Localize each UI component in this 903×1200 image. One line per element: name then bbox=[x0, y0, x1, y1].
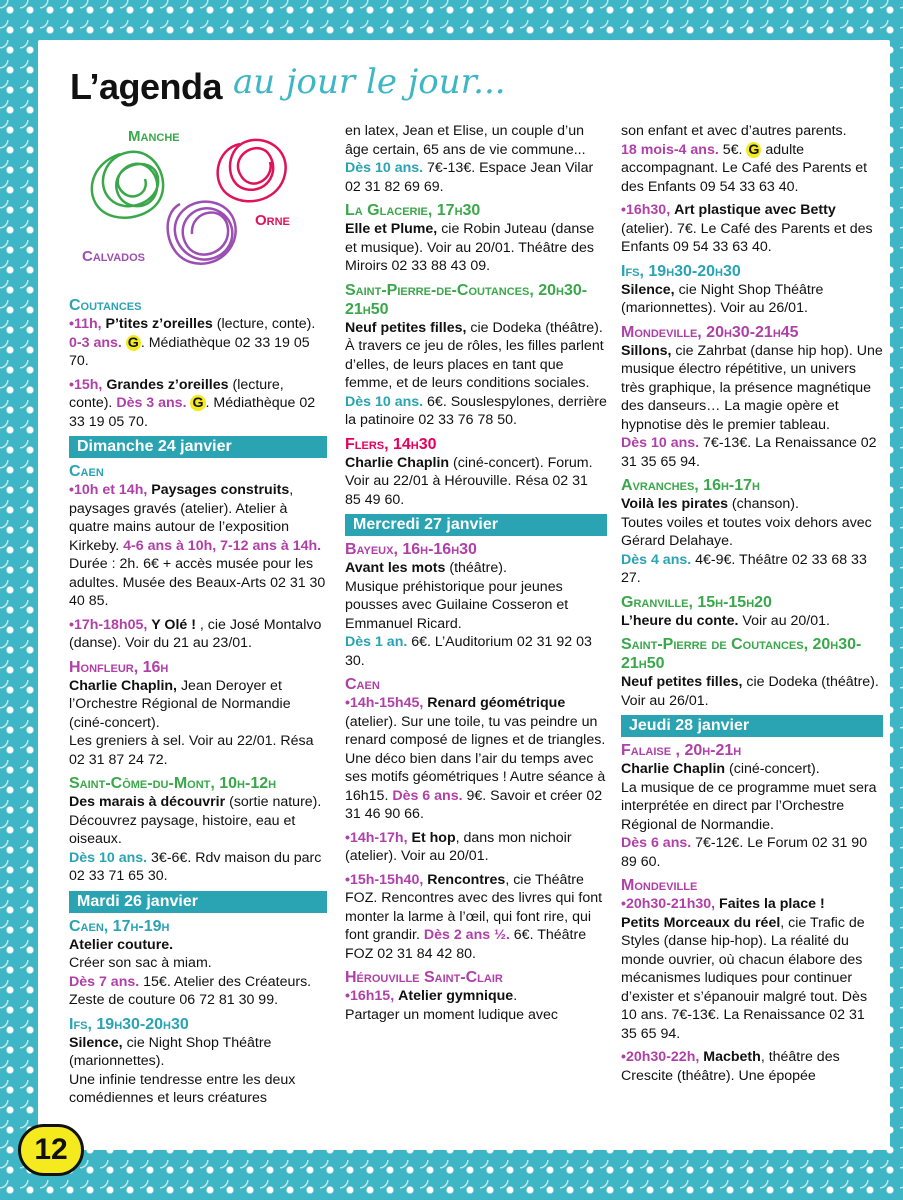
location-heading: Hérouville Saint-Clair bbox=[345, 969, 503, 986]
event-entry: •11h, P’tites z’oreilles (lecture, conte). 0-3 ans. G . Médiathèque 02 33 19 05 70. bbox=[69, 316, 316, 369]
location-heading: Bayeux, 16h-16h30 bbox=[345, 541, 477, 558]
event-entry: •16h15, Atelier gymnique. Partager un moment ludique avec bbox=[345, 988, 558, 1023]
map-label-calvados: Calvados bbox=[82, 248, 145, 265]
page-number: 12 bbox=[18, 1124, 84, 1176]
location-heading: Flers, 14h30 bbox=[345, 435, 437, 453]
location-heading: La Glacerie, 17h30 bbox=[345, 202, 481, 219]
location-heading: Saint-Pierre-de-Coutances, 20h30-21h50 bbox=[345, 281, 588, 318]
location-heading: Caen bbox=[345, 676, 380, 693]
location-heading: Saint-Pierre de Coutances, 20h30-21h50 bbox=[621, 636, 862, 672]
event-entry: Avant les mots (théâtre). Musique préhistorique pour jeunes pousses avec Guilaine Cosseron et Emmanuel Ricard. Dès 1 an. 6€. L’Auditorium 02 31 92 03 30. bbox=[345, 560, 592, 669]
event-entry: en latex, Jean et Elise, un couple d’un âge certain, 65 ans de vie commune... Dès 10 ans. 7€-13€. Espace Jean Vilar 02 31 82 69 69. bbox=[345, 123, 594, 195]
location-heading: Avranches, 16h-17h bbox=[621, 477, 760, 494]
event-entry: son enfant et avec d’autres parents. 18 mois-4 ans. 5€. G adulte accompagnant. Le Café des Parents et des Enfants 09 54 33 63 40. bbox=[621, 123, 868, 195]
event-entry: Voilà les pirates (chanson). Toutes voiles et toutes voix dehors avec Gérard Delahaye. Dès 4 ans. 4€-9€. Théâtre 02 33 68 33 27. bbox=[621, 496, 872, 586]
map-label-orne: Orne bbox=[255, 212, 290, 229]
event-entry: Neuf petites filles, cie Dodeka (théâtre). Voir au 26/01. bbox=[621, 674, 879, 709]
agenda-column-3 bbox=[621, 122, 883, 1090]
free-badge: G bbox=[192, 395, 204, 411]
event-entry: •15h-15h40, Rencontres, cie Théâtre FOZ. Rencontres avec des livres qui font monter la larme à l’œil, qui font rire, qui font grandir. Dès 2 ans ½. 6€. Théâtre FOZ 02 31 84 42 80. bbox=[345, 871, 603, 962]
event-entry: Neuf petites filles, cie Dodeka (théâtre). À travers ce jeu de rôles, les filles parlent d’elles, de leurs places en tant que femme, et de leurs conditions sociales. Dès 10 ans. 6€. Souslespylones, derrière la patinoire 02 33 76 78 50. bbox=[345, 319, 607, 428]
event-entry: •16h30, Art plastique avec Betty (atelier). 7€. Le Café des Parents et des Enfants 09 54 33 63 40. bbox=[621, 202, 873, 255]
event-entry: Charlie Chaplin (ciné-concert). Forum. Voir au 22/01 à Hérouville. Résa 02 31 85 49 60. bbox=[345, 454, 593, 508]
event-entry: L’heure du conte. Voir au 20/01. bbox=[621, 612, 830, 629]
event-entry: •14h-17h, Et hop, dans mon nichoir (atelier). Voir au 20/01. bbox=[345, 829, 572, 864]
location-heading: Coutances bbox=[69, 297, 142, 314]
event-entry: •20h30-21h30, Faites la place ! Petits Morceaux du réel, cie Trafic de Styles (danse hip-hop). La réalité du monde ouvrier, où chacun élabore des mécanismes ludiques pour continuer d’exister et s’épanouir malgré tout. Dès 10 ans. 7€-13€. La Renaissance 02 31 35 65 94. bbox=[621, 896, 868, 1042]
day-header: Mardi 26 janvier bbox=[69, 891, 327, 913]
orne-scribble bbox=[218, 140, 286, 201]
event-entry: Silence, cie Night Shop Théâtre (marionnettes). Une infinie tendresse entre les deux comédiennes et leurs créatures bbox=[69, 1034, 296, 1106]
page-title: L’agenda bbox=[70, 66, 223, 107]
location-heading: Ifs, 19h30-20h30 bbox=[69, 1015, 189, 1033]
map-label-manche: Manche bbox=[128, 128, 180, 145]
event-entry: Silence, cie Night Shop Théâtre (marionnettes). Voir au 26/01. bbox=[621, 281, 824, 316]
event-entry: •17h-18h05, Y Olé ! , cie José Montalvo (danse). Voir du 21 au 23/01. bbox=[69, 616, 322, 651]
region-map bbox=[80, 124, 310, 274]
event-entry: Atelier couture. Créer son sac à miam. Dès 7 ans. 15€. Atelier des Créateurs. Zeste de couture 06 72 81 30 99. bbox=[69, 936, 312, 1008]
calvados-scribble bbox=[168, 202, 236, 264]
location-heading: Mondeville bbox=[621, 877, 698, 894]
day-header: Dimanche 24 janvier bbox=[69, 436, 327, 458]
event-entry: •14h-15h45, Renard géométrique (atelier). Sur une toile, tu vas peindre un renard composé de lignes et de triangles. Une déco bien dans l’air du temps avec ses motifs géométriques ! Autre séance à 16h15. Dès 6 ans. 9€. Savoir et créer 02 31 46 90 66. bbox=[345, 695, 606, 822]
agenda-column-1 bbox=[69, 296, 327, 1113]
day-header: Jeudi 28 janvier bbox=[621, 715, 883, 737]
location-heading: Ifs, 19h30-20h30 bbox=[621, 262, 741, 280]
event-entry: Charlie Chaplin (ciné-concert). La musique de ce programme muet sera interprétée en direct par l’Orchestre Régional de Normandie. Dès 6 ans. 7€-12€. Le Forum 02 31 90 89 60. bbox=[621, 761, 877, 870]
free-badge: G bbox=[748, 141, 760, 158]
event-entry: •15h, Grandes z’oreilles (lecture, conte). Dès 3 ans. G . Médiathèque 02 33 19 05 70. bbox=[69, 376, 316, 430]
location-heading: Saint-Côme-du-Mont, 10h-12h bbox=[69, 775, 277, 792]
manche-scribble bbox=[92, 152, 163, 218]
event-entry: •20h30-22h, Macbeth, théâtre des Crescite (théâtre). Une épopée bbox=[621, 1049, 840, 1084]
location-heading: Caen bbox=[69, 463, 104, 480]
location-heading: Granville, 15h-15h20 bbox=[621, 593, 772, 611]
location-heading: Mondeville, 20h30-21h45 bbox=[621, 323, 799, 341]
agenda-column-2 bbox=[345, 122, 607, 1029]
event-entry: Des marais à découvrir (sortie nature). Découvrez paysage, histoire, eau et oiseaux. Dès 10 ans. 3€-6€. Rdv maison du parc 02 33 71 65 30. bbox=[69, 794, 322, 884]
day-header: Mercredi 27 janvier bbox=[345, 514, 607, 536]
event-entry: •10h et 14h, Paysages construits, paysages gravés (atelier). Atelier à quatre mains autour de l’exposition Kirkeby. 4-6 ans à 10h, 7-12 ans à 14h. Durée : 2h. 6€ + accès musée pour les adultes. Musée des Beaux-Arts 02 31 30 40 85. bbox=[69, 482, 326, 609]
page-subtitle: au jour le jour... bbox=[233, 62, 506, 102]
event-entry: Charlie Chaplin, Jean Deroyer et l’Orchestre Régional de Normandie (ciné-concert). Les greniers à sel. Voir au 22/01. Résa 02 31 87 24 72. bbox=[69, 677, 314, 768]
event-entry: Sillons, cie Zahrbat (danse hip hop). Une musique électro répétitive, un univers très graphique, la présence magnétique des danseurs… La magie opère et hypnotise dès le premier tableau. Dès 10 ans. 7€-13€. La Renaissance 02 31 35 65 94. bbox=[621, 342, 883, 470]
event-entry: Elle et Plume, cie Robin Juteau (danse et musique). Voir au 20/01. Théâtre des Miroirs 02 33 88 43 09. bbox=[345, 221, 595, 274]
location-heading: Falaise , 20h-21h bbox=[621, 742, 742, 759]
free-badge: G bbox=[127, 334, 139, 351]
location-heading: Caen, 17h-19h bbox=[69, 917, 170, 935]
location-heading: Honfleur, 16h bbox=[69, 658, 169, 676]
